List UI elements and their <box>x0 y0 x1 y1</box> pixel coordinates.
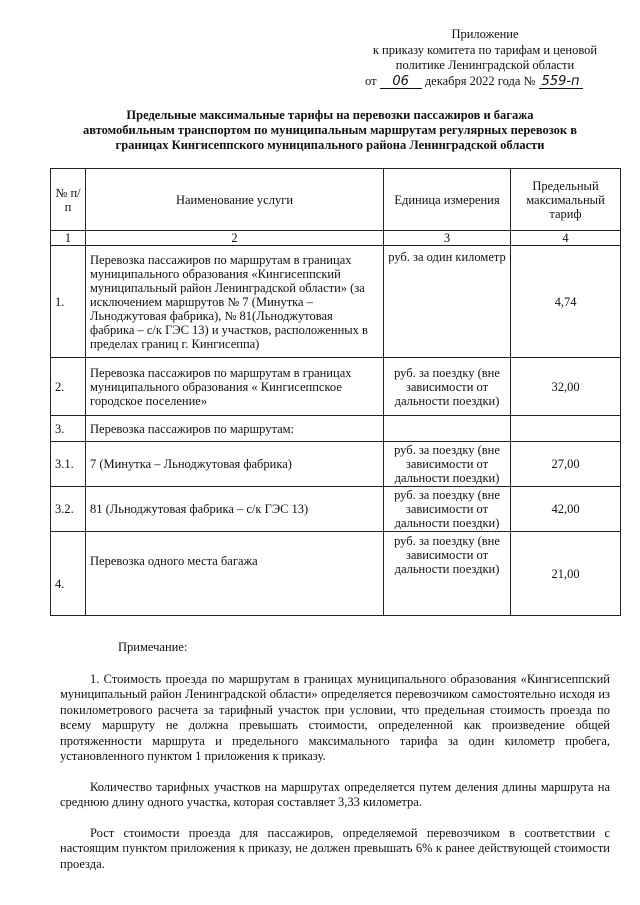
row-unit <box>384 416 511 442</box>
row-num: 3. <box>51 416 86 442</box>
row-num: 4. <box>51 532 86 616</box>
note-paragraph-1: 1. Стоимость проезда по маршрутам в границах муниципального образования «Кингисеппский муниципальный район Ленинградской области» определяется перевозчиком самостоятельно исходя из покилометрового расчета за тарифный участок при условии, что предельная стоимость проезда по всему маршруту не должна превышать стоимости, определенной как произведение общей протяженности маршрута и предельного максимального тарифа за один километр пробега, установленного пунктом 1 приложения к приказу. <box>60 671 610 763</box>
order-month-year: декабря 2022 года № <box>424 73 536 88</box>
index-cell: 1 <box>51 231 86 246</box>
row-tariff: 42,00 <box>511 487 621 532</box>
table-row <box>51 246 621 358</box>
row-service: Перевозка пассажиров по маршрутам в границах муниципального образования « Кингисеппское городское поселение» <box>86 358 384 416</box>
row-unit: руб. за поездку (вне зависимости от дальности поездки) <box>384 487 511 532</box>
row-service: 7 (Минутка – Льноджутовая фабрика) <box>86 442 384 487</box>
table-row <box>51 532 621 616</box>
row-num: 3.2. <box>51 487 86 532</box>
row-unit: руб. за один километр <box>384 246 511 358</box>
order-from-label: от <box>365 73 377 88</box>
row-service: Перевозка одного места багажа <box>86 532 384 616</box>
order-number-handwritten: 559-п <box>539 75 583 89</box>
note-paragraph-2: Количество тарифных участков на маршрутах определяется путем деления длины маршрута на среднюю длину одного участка, которая составляет 3,33 километра. <box>60 779 610 809</box>
title-line-2: автомобильным транспортом по муниципальным маршрутам регулярных перевозок в <box>82 123 578 137</box>
row-tariff: 32,00 <box>511 358 621 416</box>
row-tariff <box>511 416 621 442</box>
title-line-1: Предельные максимальные тарифы на перевозки пассажиров и багажа <box>126 108 534 122</box>
index-cell: 2 <box>86 231 384 246</box>
row-num: 1. <box>51 246 86 358</box>
appendix-line-1: к приказу комитета по тарифам и ценовой <box>372 42 598 57</box>
row-tariff: 27,00 <box>511 442 621 487</box>
notes-heading: Примечание: <box>118 640 188 654</box>
appendix-title: Приложение <box>451 27 519 41</box>
index-cell: 3 <box>384 231 511 246</box>
index-cell: 4 <box>511 231 621 246</box>
row-service: Перевозка пассажиров по маршрутам в границах муниципального образования «Кингисеппский муниципальный район Ленинградской области» (за исключением маршрутов № 7 (Минутка – Льноджутовая фабрика), № 81(Льноджутовая фабрика – с/к ГЭС 13) и участков, расположенных в пределах границ г. Кингисеппа) <box>86 246 384 358</box>
appendix-line-2: политике Ленинградской области <box>395 58 575 72</box>
row-tariff: 21,00 <box>511 532 621 616</box>
index-row <box>51 231 621 246</box>
row-num: 2. <box>51 358 86 416</box>
header-name: Наименование услуги <box>86 169 384 231</box>
title-line-3: границах Кингисеппского муниципального района Ленинградской области <box>115 138 545 152</box>
note-paragraph-3: Рост стоимости проезда для пассажиров, определяемой перевозчиком в соответствии с настоящим пунктом приложения к приказу, не должен превышать 6% к ранее действующей стоимости проезда. <box>60 825 610 871</box>
order-day-handwritten: 06 <box>380 75 422 89</box>
row-unit: руб. за поездку (вне зависимости от дальности поездки) <box>384 442 511 487</box>
notes-section <box>60 640 610 887</box>
row-tariff: 4,74 <box>511 246 621 358</box>
header-tariff: Предельный максимальный тариф <box>511 169 621 231</box>
order-date-line <box>355 74 615 90</box>
header-num: № п/п <box>51 169 86 231</box>
row-service: 81 (Льноджутовая фабрика – с/к ГЭС 13) <box>86 487 384 532</box>
table-row <box>51 487 621 532</box>
table-row <box>51 358 621 416</box>
document-title <box>60 108 600 153</box>
tariff-table <box>50 168 621 616</box>
appendix-header <box>355 27 615 89</box>
row-num: 3.1. <box>51 442 86 487</box>
row-unit: руб. за поездку (вне зависимости от дальности поездки) <box>384 358 511 416</box>
row-unit: руб. за поездку (вне зависимости от дальности поездки) <box>384 532 511 616</box>
row-service: Перевозка пассажиров по маршрутам: <box>86 416 384 442</box>
table-row <box>51 416 621 442</box>
table-row <box>51 442 621 487</box>
header-row <box>51 169 621 231</box>
header-unit: Единица измерения <box>384 169 511 231</box>
